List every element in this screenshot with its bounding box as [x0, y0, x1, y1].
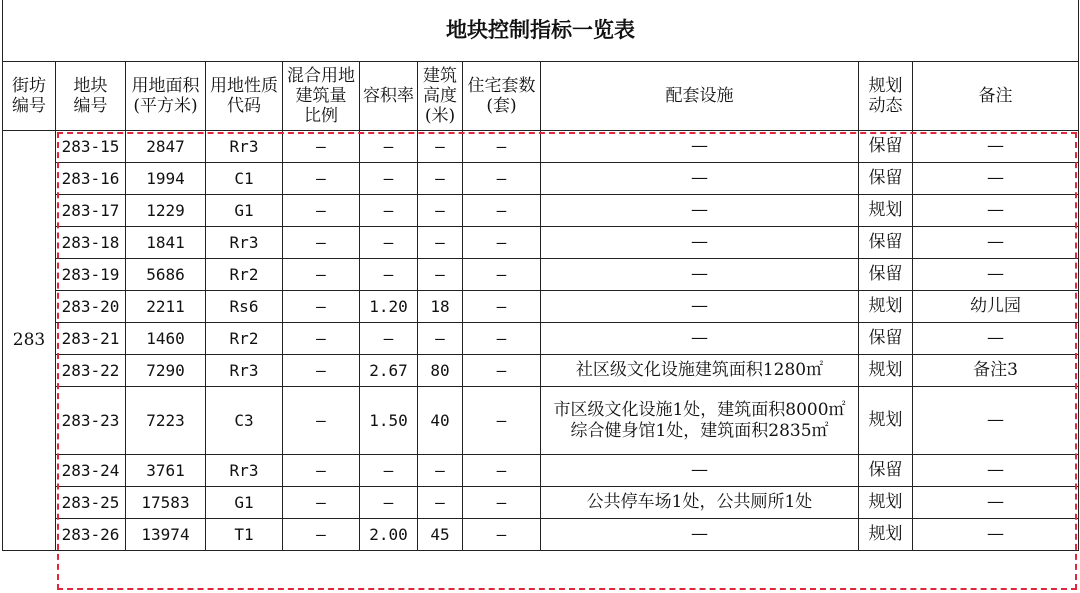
- cell-dynamic: 保留: [859, 227, 913, 259]
- cell-area: 1994: [126, 163, 206, 195]
- cell-units: —: [463, 355, 541, 387]
- cell-height: —: [418, 163, 463, 195]
- cell-parcel: 283-20: [56, 291, 126, 323]
- street-number-cell: 283: [3, 131, 56, 551]
- cell-note: —: [913, 487, 1079, 519]
- cell-height: —: [418, 487, 463, 519]
- cell-facilities: [541, 355, 859, 387]
- table-row: [3, 455, 1079, 487]
- cell-mixed: —: [283, 195, 360, 227]
- table-row: [3, 323, 1079, 355]
- cell-note: —: [913, 163, 1079, 195]
- cell-parcel: 283-17: [56, 195, 126, 227]
- cell-mixed: —: [283, 259, 360, 291]
- cell-far: —: [360, 163, 418, 195]
- cell-use: Rr3: [206, 355, 283, 387]
- header-units-line: 住宅套数: [467, 76, 536, 96]
- cell-far: 2.67: [360, 355, 418, 387]
- header-height-line: (米): [424, 106, 456, 126]
- cell-facilities: [541, 227, 859, 259]
- facility-line: 市区级文化设施1处，建筑面积8000㎡: [553, 399, 846, 420]
- cell-parcel: 283-19: [56, 259, 126, 291]
- cell-height: —: [418, 455, 463, 487]
- table-row: [3, 487, 1079, 519]
- cell-dynamic: 规划: [859, 519, 913, 551]
- cell-mixed: —: [283, 227, 360, 259]
- cell-parcel: 283-24: [56, 455, 126, 487]
- header-units-line: (套): [486, 96, 517, 116]
- cell-far: —: [360, 259, 418, 291]
- facility-line: —: [691, 232, 708, 252]
- header-far: [360, 62, 418, 131]
- cell-dynamic: 规划: [859, 487, 913, 519]
- cell-facilities: [541, 291, 859, 323]
- cell-far: 1.50: [360, 387, 418, 455]
- cell-far: —: [360, 455, 418, 487]
- cell-units: —: [463, 291, 541, 323]
- cell-units: —: [463, 195, 541, 227]
- table-title: 地块控制指标一览表: [3, 0, 1079, 62]
- cell-area: 13974: [126, 519, 206, 551]
- cell-units: —: [463, 487, 541, 519]
- facility-line: —: [691, 524, 708, 544]
- header-area: [126, 62, 206, 131]
- cell-mixed: —: [283, 291, 360, 323]
- cell-note: —: [913, 195, 1079, 227]
- cell-height: 18: [418, 291, 463, 323]
- header-height-line: 高度: [423, 86, 457, 106]
- facility-line: —: [691, 328, 708, 348]
- cell-area: 5686: [126, 259, 206, 291]
- data-table: [2, 0, 1079, 551]
- cell-far: —: [360, 323, 418, 355]
- cell-units: —: [463, 131, 541, 163]
- cell-parcel: 283-15: [56, 131, 126, 163]
- cell-far: —: [360, 131, 418, 163]
- cell-units: —: [463, 259, 541, 291]
- cell-facilities: [541, 487, 859, 519]
- cell-use: Rr3: [206, 131, 283, 163]
- header-parcel: [56, 62, 126, 131]
- cell-parcel: 283-25: [56, 487, 126, 519]
- cell-note: 备注3: [913, 355, 1079, 387]
- cell-dynamic: 保留: [859, 259, 913, 291]
- cell-facilities: [541, 131, 859, 163]
- table-row: [3, 519, 1079, 551]
- cell-use: Rr3: [206, 227, 283, 259]
- facility-line: 综合健身馆1处，建筑面积2835㎡: [570, 420, 829, 441]
- cell-dynamic: 保留: [859, 163, 913, 195]
- header-street-line: 编号: [12, 96, 46, 116]
- cell-height: 80: [418, 355, 463, 387]
- header-note-line: 备注: [978, 86, 1013, 106]
- header-parcel-line: 编号: [73, 96, 108, 116]
- cell-area: 1841: [126, 227, 206, 259]
- cell-area: 1460: [126, 323, 206, 355]
- table-row: [3, 195, 1079, 227]
- cell-units: —: [463, 519, 541, 551]
- cell-dynamic: 规划: [859, 195, 913, 227]
- cell-dynamic: 保留: [859, 455, 913, 487]
- cell-parcel: 283-16: [56, 163, 126, 195]
- cell-parcel: 283-23: [56, 387, 126, 455]
- cell-use: C3: [206, 387, 283, 455]
- cell-height: —: [418, 131, 463, 163]
- cell-area: 3761: [126, 455, 206, 487]
- cell-use: G1: [206, 195, 283, 227]
- cell-use: G1: [206, 487, 283, 519]
- cell-area: 2211: [126, 291, 206, 323]
- header-note: [913, 62, 1079, 131]
- cell-parcel: 283-18: [56, 227, 126, 259]
- cell-far: —: [360, 487, 418, 519]
- cell-dynamic: 保留: [859, 323, 913, 355]
- cell-height: —: [418, 227, 463, 259]
- cell-facilities: [541, 455, 859, 487]
- cell-note: 幼儿园: [913, 291, 1079, 323]
- cell-note: —: [913, 227, 1079, 259]
- header-use-line: 用地性质: [210, 76, 278, 96]
- header-facilities: [541, 62, 859, 131]
- cell-mixed: —: [283, 163, 360, 195]
- cell-height: 40: [418, 387, 463, 455]
- cell-area: 1229: [126, 195, 206, 227]
- header-mixed-line: 混合用地: [287, 66, 355, 86]
- cell-units: —: [463, 387, 541, 455]
- header-height-line: 建筑: [423, 66, 457, 86]
- cell-use: Rr2: [206, 323, 283, 355]
- cell-facilities: [541, 195, 859, 227]
- cell-facilities: [541, 519, 859, 551]
- header-mixed: [283, 62, 360, 131]
- cell-height: —: [418, 259, 463, 291]
- header-row: [3, 62, 1079, 131]
- cell-far: 1.20: [360, 291, 418, 323]
- cell-use: T1: [206, 519, 283, 551]
- cell-note: —: [913, 259, 1079, 291]
- header-area-line: 用地面积: [131, 76, 200, 96]
- cell-area: 17583: [126, 487, 206, 519]
- cell-use: Rr2: [206, 259, 283, 291]
- cell-facilities: [541, 163, 859, 195]
- cell-height: —: [418, 195, 463, 227]
- header-parcel-line: 地块: [73, 76, 108, 96]
- header-mixed-line: 建筑量: [295, 86, 347, 106]
- cell-mixed: —: [283, 131, 360, 163]
- table-row: [3, 291, 1079, 323]
- cell-far: —: [360, 227, 418, 259]
- cell-area: 7290: [126, 355, 206, 387]
- cell-facilities: [541, 387, 859, 455]
- facility-line: —: [691, 168, 708, 188]
- table-row: [3, 259, 1079, 291]
- cell-parcel: 283-21: [56, 323, 126, 355]
- cell-units: —: [463, 455, 541, 487]
- cell-dynamic: 规划: [859, 355, 913, 387]
- header-area-line: (平方米): [133, 96, 198, 116]
- cell-mixed: —: [283, 387, 360, 455]
- cell-note: —: [913, 519, 1079, 551]
- cell-mixed: —: [283, 487, 360, 519]
- header-dynamic: [859, 62, 913, 131]
- cell-facilities: [541, 323, 859, 355]
- cell-use: C1: [206, 163, 283, 195]
- cell-dynamic: 规划: [859, 387, 913, 455]
- cell-mixed: —: [283, 519, 360, 551]
- cell-use: Rr3: [206, 455, 283, 487]
- cell-parcel: 283-26: [56, 519, 126, 551]
- cell-height: —: [418, 323, 463, 355]
- facility-line: —: [691, 264, 708, 284]
- header-units: [463, 62, 541, 131]
- table-row: [3, 387, 1079, 455]
- facility-line: —: [691, 460, 708, 480]
- cell-units: —: [463, 163, 541, 195]
- header-height: [418, 62, 463, 131]
- table-row: [3, 355, 1079, 387]
- cell-dynamic: 保留: [859, 131, 913, 163]
- cell-dynamic: 规划: [859, 291, 913, 323]
- facility-line: —: [691, 136, 708, 156]
- control-index-table: [2, 0, 1078, 591]
- cell-far: 2.00: [360, 519, 418, 551]
- header-mixed-line: 比例: [304, 106, 338, 126]
- header-facilities-line: 配套设施: [665, 86, 734, 106]
- header-dynamic-line: 规划: [868, 76, 903, 96]
- cell-height: 45: [418, 519, 463, 551]
- cell-units: —: [463, 227, 541, 259]
- cell-units: —: [463, 323, 541, 355]
- cell-note: —: [913, 323, 1079, 355]
- cell-mixed: —: [283, 323, 360, 355]
- table-row: [3, 131, 1079, 163]
- facility-line: —: [691, 200, 708, 220]
- facility-line: 社区级文化设施建筑面积1280㎡: [575, 360, 824, 380]
- cell-area: 7223: [126, 387, 206, 455]
- facility-line: 公共停车场1处，公共厕所1处: [586, 492, 813, 512]
- header-street: [3, 62, 56, 131]
- table-row: [3, 227, 1079, 259]
- header-dynamic-line: 动态: [868, 96, 903, 116]
- cell-far: —: [360, 195, 418, 227]
- cell-parcel: 283-22: [56, 355, 126, 387]
- cell-mixed: —: [283, 455, 360, 487]
- cell-note: —: [913, 131, 1079, 163]
- cell-note: —: [913, 455, 1079, 487]
- cell-facilities: [541, 259, 859, 291]
- cell-use: Rs6: [206, 291, 283, 323]
- cell-area: 2847: [126, 131, 206, 163]
- table-row: [3, 163, 1079, 195]
- header-use-line: 代码: [227, 96, 261, 116]
- header-street-line: 街坊: [12, 76, 46, 96]
- cell-mixed: —: [283, 355, 360, 387]
- header-far-line: 容积率: [363, 86, 414, 106]
- header-use: [206, 62, 283, 131]
- cell-note: —: [913, 387, 1079, 455]
- facility-line: —: [691, 296, 708, 316]
